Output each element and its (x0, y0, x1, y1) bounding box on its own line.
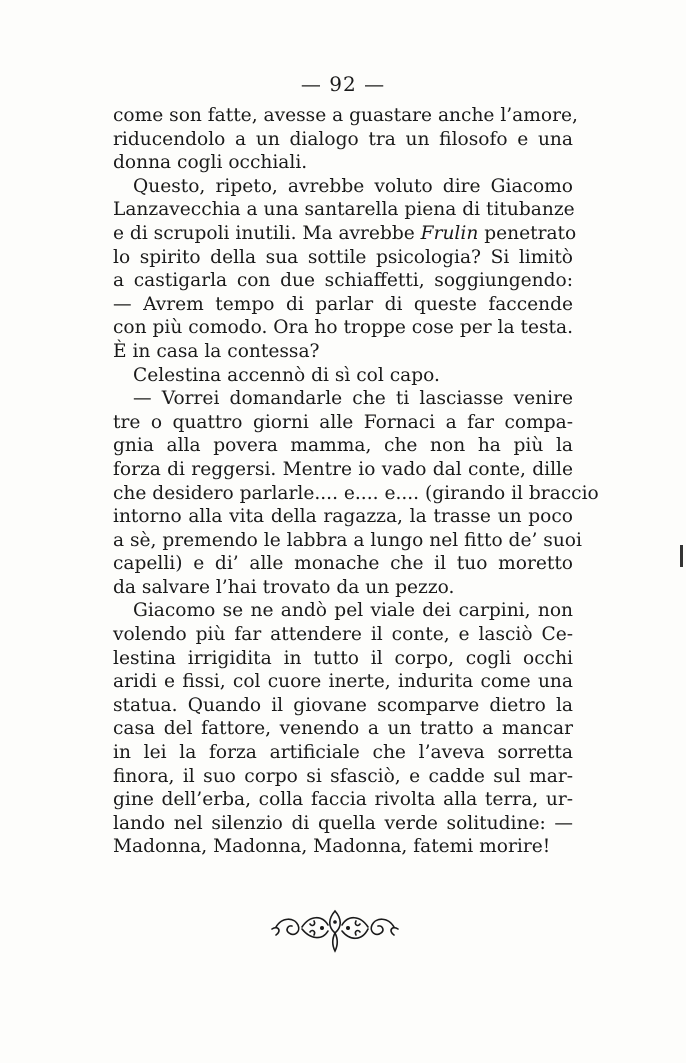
text-line: — Vorrei domandarle che ti lasciasse venire (133, 388, 573, 410)
floral-vignette-icon (270, 905, 400, 955)
text-line: Giacomo se ne andò pel viale dei carpini, non (133, 600, 573, 622)
text-line: gnia alla povera mamma, che non ha più la (113, 435, 573, 457)
text-line: finora, il suo corpo si sfasciò, e cadde sul mar- (113, 765, 573, 787)
page-edge-mark (680, 545, 683, 567)
text-line: lestina irrigidita in tutto il corpo, cogli occhi (113, 647, 573, 669)
text-line: aridi e fissi, col cuore inerte, indurita come una (113, 671, 573, 693)
body-text (113, 104, 599, 859)
text-line: tre o quattro giorni alle Fornaci a far compa- (113, 411, 573, 433)
text-line: Madonna, Madonna, Madonna, fatemi morire! (113, 836, 551, 858)
text-line: statua. Quando il giovane scomparve dietro la (113, 694, 573, 716)
text-line: con più comodo. Ora ho troppe cose per la testa. (113, 317, 573, 339)
text-line: lando nel silenzio di quella verde solitudine: — (113, 812, 573, 834)
text-line: Lanzavecchia a una santarella piena di titubanze (113, 199, 575, 221)
text-line: È in casa la contessa? (113, 340, 320, 362)
text-line: casa del fattore, venendo a un tratto a mancar (113, 718, 573, 740)
text-line: intorno alla vita della ragazza, la trasse un poco (113, 506, 573, 528)
text-line: riducendolo a un dialogo tra un filosofo e una (113, 128, 573, 150)
text-line: e di scrupoli inutili. Ma avrebbe Frulin penetrato (113, 222, 577, 244)
text-line: a sè, premendo le labbra a lungo nel fitto de’ suoi (113, 529, 582, 551)
page-number: — 92 — (300, 72, 386, 96)
text-line: a castigarla con due schiaffetti, soggiungendo: (113, 270, 573, 292)
text-line: capelli) e di’ alle monache che il tuo moretto (113, 553, 573, 575)
text-line: donna cogli occhiali. (113, 152, 308, 174)
text-line: lo spirito della sua sottile psicologia? Si limitò (113, 246, 573, 268)
text-line: Questo, ripeto, avrebbe voluto dire Giacomo (133, 175, 573, 197)
text-line: volendo più far attendere il conte, e lasciò Ce- (113, 624, 573, 646)
text-line: forza di reggersi. Mentre io vado dal conte, dille (113, 458, 573, 480)
text-line: Celestina accennò di sì col capo. (133, 364, 440, 386)
text-line: in lei la forza artificiale che l’aveva sorretta (113, 742, 573, 764)
text-line: come son fatte, avesse a guastare anche l’amore, (113, 105, 578, 126)
text-line: — Avrem tempo di parlar di queste faccende (113, 293, 573, 315)
text-line: che desidero parlarle.... e.... e.... (girando il braccio (113, 482, 599, 504)
text-line: da salvare l’hai trovato da un pezzo. (113, 576, 455, 598)
text-line: gine dell’erba, colla faccia rivolta alla terra, ur- (113, 789, 573, 811)
